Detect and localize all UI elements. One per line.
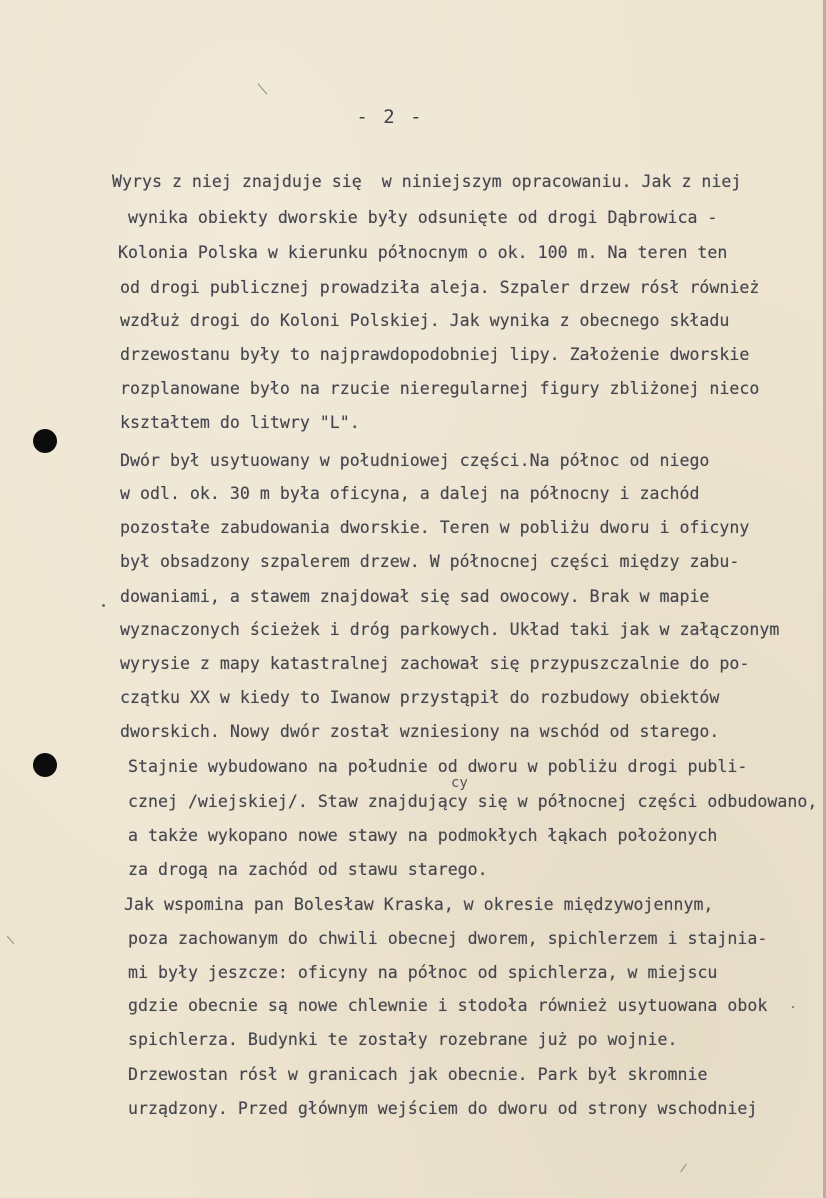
- text-line: a także wykopano nowe stawy na podmokłych łąkach położonych: [128, 826, 718, 845]
- pencil-mark: [680, 1164, 687, 1173]
- text-line: wzdłuż drogi do Koloni Polskiej. Jak wynika z obecnego składu: [120, 311, 730, 330]
- text-line: Wyrys z niej znajduje się w niniejszym opracowaniu. Jak z niej: [112, 172, 742, 191]
- text-line: rozplanowane było na rzucie nieregularnej figury zbliżonej nieco: [120, 379, 760, 398]
- text-line: wynika obiekty dworskie były odsunięte od drogi Dąbrowica -: [128, 208, 718, 227]
- text-line: dowaniami, a stawem znajdował się sad owocowy. Brak w mapie: [120, 587, 710, 606]
- pencil-mark: [7, 936, 14, 944]
- text-line: kształtem do litwry "L".: [120, 413, 360, 432]
- text-line: poza zachowanym do chwili obecnej dworem, spichlerzem i stajnia-: [128, 929, 768, 948]
- text-line: cznej /wiejskiej/. Staw znajdujący się w północnej części odbudowano,: [128, 792, 818, 811]
- text-line: gdzie obecnie są nowe chlewnie i stodoła również usytuowana obok: [128, 996, 768, 1015]
- text-line: w odl. ok. 30 m była oficyna, a dalej na północny i zachód: [120, 484, 700, 503]
- punch-hole-bottom: [33, 753, 57, 777]
- text-line: urządzony. Przed głównym wejściem do dworu od strony wschodniej: [128, 1099, 758, 1118]
- punch-hole-top: [33, 429, 57, 453]
- text-line: był obsadzony szpalerem drzew. W północnej części między zabu-: [120, 552, 740, 571]
- text-line: za drogą na zachód od stawu starego.: [128, 860, 488, 879]
- text-line: Kolonia Polska w kierunku północnym o ok. 100 m. Na teren ten: [118, 243, 728, 262]
- text-line: wyrysie z mapy katastralnej zachował się przypuszczalnie do po-: [120, 654, 750, 673]
- text-line: Stajnie wybudowano na południe od dworu w pobliżu drogi publi-: [128, 757, 748, 776]
- typed-correction-mark: cy: [451, 775, 468, 791]
- page-number: - 2 -: [356, 106, 424, 128]
- text-line: Drzewostan rósł w granicach jak obecnie. Park był skromnie: [128, 1065, 708, 1084]
- text-line: czątku XX w kiedy to Iwanow przystąpił do rozbudowy obiektów: [120, 688, 720, 707]
- text-line: wyznaczonych ścieżek i dróg parkowych. Układ taki jak w załączonym: [120, 620, 780, 639]
- text-line: Dwór był usytuowany w południowej części.Na północ od niego: [120, 451, 710, 470]
- paper-speck: [102, 604, 105, 607]
- text-line: pozostałe zabudowania dworskie. Teren w pobliżu dworu i oficyny: [120, 518, 750, 537]
- text-line: od drogi publicznej prowadziła aleja. Szpaler drzew rósł również: [120, 278, 760, 297]
- text-line: mi były jeszcze: oficyny na północ od spichlerza, w miejscu: [128, 963, 718, 982]
- text-line: Jak wspomina pan Bolesław Kraska, w okresie międzywojennym,: [124, 895, 714, 914]
- text-line: dworskich. Nowy dwór został wzniesiony na wschód od starego.: [120, 722, 720, 741]
- text-line: spichlerza. Budynki te zostały rozebrane już po wojnie.: [128, 1030, 678, 1049]
- text-line: drzewostanu były to najprawdopodobniej lipy. Założenie dworskie: [120, 345, 750, 364]
- pencil-mark: [258, 83, 268, 94]
- paper-speck: [792, 1006, 794, 1008]
